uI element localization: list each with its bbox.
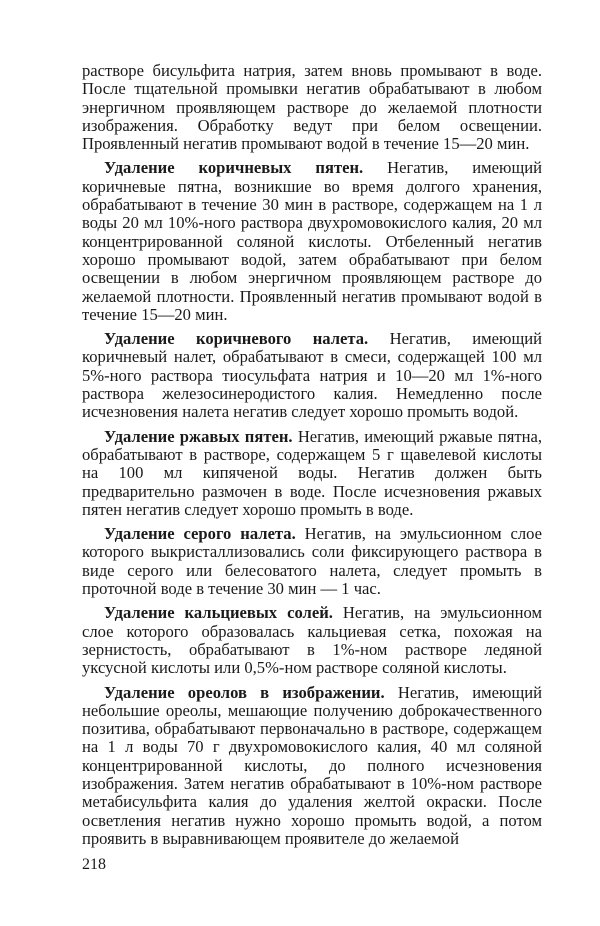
paragraph-continuation [82,62,542,153]
section-heading: Удаление коричневых пятен. [104,158,364,178]
paragraph-gray-film [82,525,542,598]
paragraph-text: Негатив, имеющий ржавые пятна, обрабатывают в растворе, содержащем 5 г щавелевой кислоты на 100 мл кипяченой воды. Негатив должен быть предварительно размочен в воде. После исчезновения ржавых пятен негатив следует хорошо промыть в воде. [82,426,543,519]
paragraph-brown-spots [82,159,542,324]
page-body [82,62,542,848]
section-heading: Удаление коричневого налета. [104,329,369,349]
section-heading: Удаление кальциевых солей. [104,603,333,623]
paragraph-text: Негатив, имеющий небольшие ореолы, мешающие получению доброкачественного позитива, обрабатывают первоначально в растворе, содержащем на 1 л воды 70 г двухромовокислого калия, 40 мл соляной концентрированной кислоты, до полного исчезновения изображения. Затем негатив обрабатывают в 10%-ном растворе метабисульфита калия до удаления желтой окраски. После осветления негатив нужно хорошо промыть водой, а потом проявить в выравнивающем проявителе до желаемой [82,682,542,848]
paragraph-calcium-salts [82,604,542,677]
section-heading: Удаление ореолов в изображении. [104,682,385,702]
paragraph-text: Негатив, имеющий коричневый налет, обрабатывают в смеси, содержащей 100 мл 5%-ного раствора тиосульфата натрия и 10—20 мл 1%-ного раствора железосинеродистого калия. Немедленно после исчезновения налета негатив следует хорошо промыть водой. [82,329,542,422]
paragraph-text: Негатив, на эмульсионном слое которого образовалась кальциевая сетка, похожая на зернистость, обрабатывают в 1%-ном растворе ледяной уксусной кислоты или 0,5%-ном растворе соляной кислоты. [82,603,542,678]
paragraph-text: Негатив, имеющий коричневые пятна, возникшие во время долгого хранения, обрабатывают в течение 30 мин в растворе, содержащем на 1 л воды 20 мл 10%-ного раствора двухромовокислого калия, 20 мл концентрированной соляной кислоты. Отбеленный негатив хорошо промывают водой, затем обрабатывают при белом освещении в любом энергичном проявляющем растворе до желаемой плотности. Проявленный негатив промывают водой в течение 15—20 мин. [82,158,542,324]
section-heading: Удаление ржавых пятен. [104,426,293,446]
paragraph-text: растворе бисульфита натрия, затем вновь промывают в воде. После тщательной промывки негатив обрабатывают в любом энергичном проявляющем растворе до желаемой плотности изображения. Обработку ведут при белом освещении. Проявленный негатив промывают водой в течение 15—20 мин. [82,61,542,154]
section-heading: Удаление серого налета. [104,524,296,544]
page-number: 218 [82,856,106,873]
paragraph-brown-film [82,330,542,421]
paragraph-halos [82,684,542,849]
paragraph-text: Негатив, на эмульсионном слое которого выкристаллизовались соли фиксирующего раствора в виде серого или белесоватого налета, следует промыть в проточной воде в течение 30 мин — 1 час. [82,524,542,599]
paragraph-rust-spots [82,428,542,519]
